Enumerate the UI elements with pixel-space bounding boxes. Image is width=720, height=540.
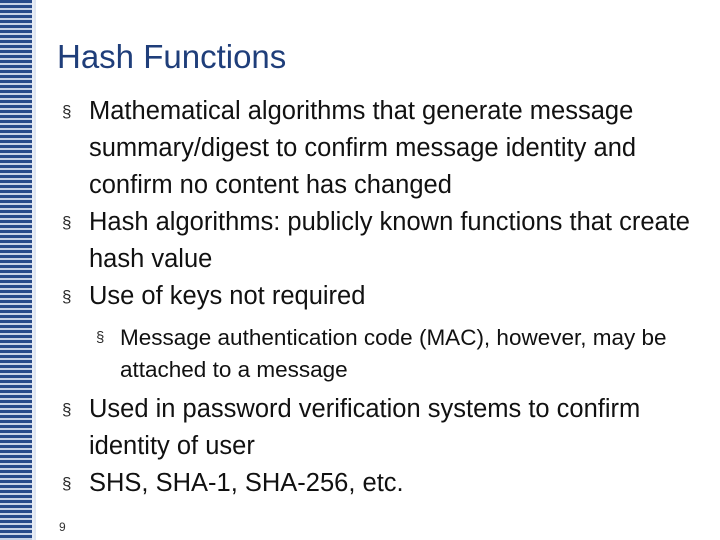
bullet-list <box>62 93 702 502</box>
bullet-item <box>62 93 702 204</box>
bullet-text: Use of keys not required <box>89 282 366 310</box>
side-divider <box>34 0 36 540</box>
bullet-text: Hash algorithms: publicly known functions that create hash value <box>89 208 690 273</box>
bullet-item <box>62 204 702 278</box>
bullet-text: Mathematical algorithms that generate message summary/digest to confirm message identity and confirm no content has changed <box>89 97 637 199</box>
page-number: 9 <box>59 520 66 534</box>
bullet-marker-icon: § <box>62 102 72 121</box>
decorative-side-stripe <box>0 0 34 540</box>
bullet-marker-icon: § <box>62 474 72 493</box>
bullet-marker-icon: § <box>62 213 72 232</box>
bullet-item <box>62 465 702 502</box>
bullet-item <box>62 278 702 315</box>
slide-title: Hash Functions <box>57 38 287 75</box>
sub-bullet-text: Message authentication code (MAC), however, may be attached to a message <box>120 325 667 382</box>
bullet-item <box>62 391 702 465</box>
bullet-text: Used in password verification systems to confirm identity of user <box>89 395 641 460</box>
bullet-marker-icon: § <box>96 329 105 346</box>
bullet-text: SHS, SHA-1, SHA-256, etc. <box>89 469 404 497</box>
bullet-marker-icon: § <box>62 400 72 419</box>
bullet-marker-icon: § <box>62 287 72 306</box>
sub-bullet-item <box>96 322 702 386</box>
